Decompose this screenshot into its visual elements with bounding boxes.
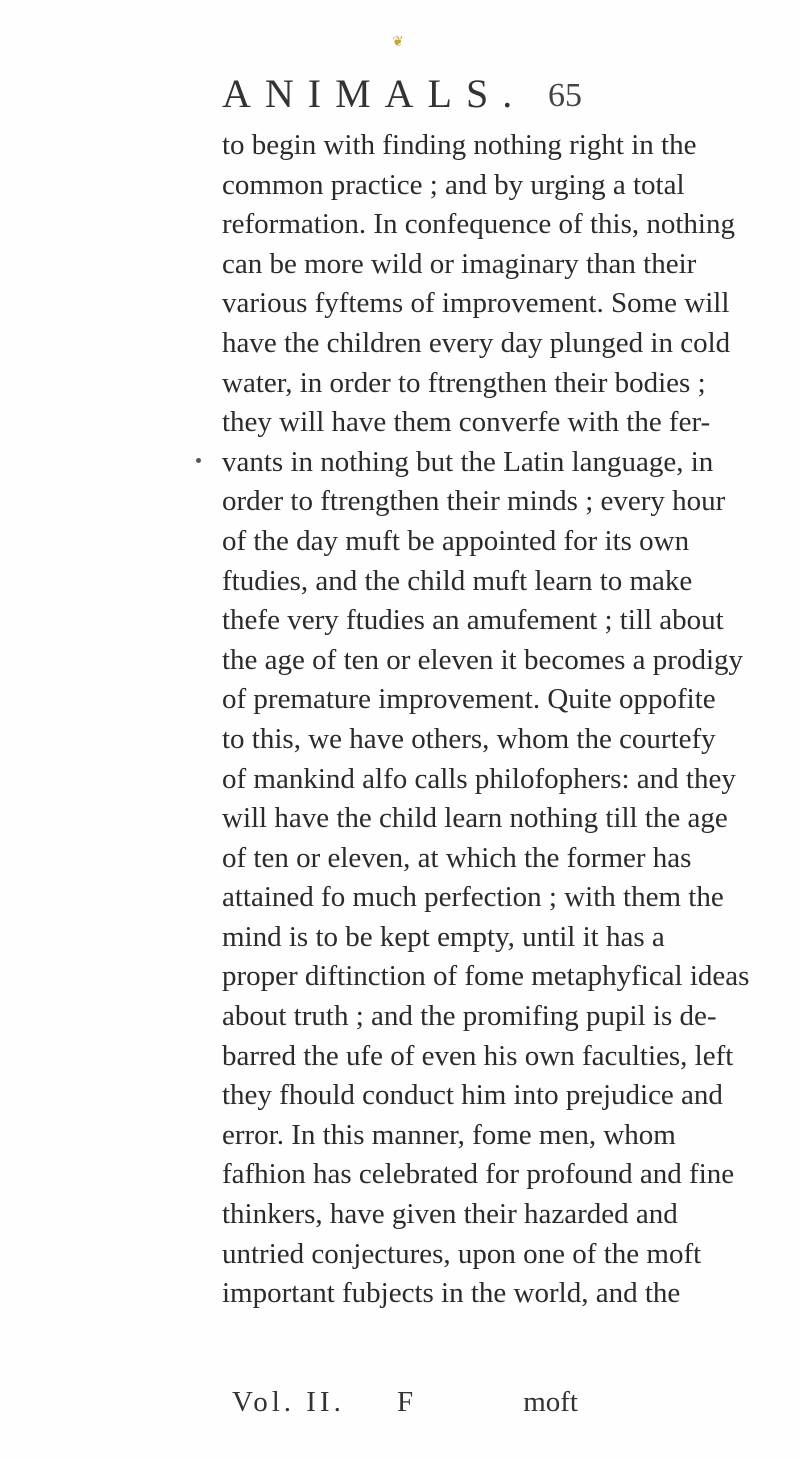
text-line: important fubjects in the world, and the [222,1277,681,1310]
catchword: moft [523,1386,578,1418]
text-line: will have the child learn nothing till the age [222,802,728,835]
volume-label: Vol. II. [232,1386,345,1418]
text-line: various fyftems of improvement. Some will [222,287,730,320]
page-number: 65 [548,77,582,114]
text-line: of ten or eleven, at which the former has [222,841,692,874]
text-line: the age of ten or eleven it becomes a prodigy [222,643,743,676]
text-line: they will have them converfe with the fer- [222,406,711,439]
text-line: vants in nothing but the Latin language, in [222,445,714,478]
text-line: attained fo much perfection ; with them the [222,881,724,914]
text-line: error. In this manner, fome men, whom [222,1118,676,1151]
text-line: fafhion has celebrated for profound and fine [222,1158,735,1191]
text-line: common practice ; and by urging a total [222,168,685,201]
text-line: proper diftinction of fome metaphyfical ideas [222,960,750,993]
text-line: untried conjectures, upon one of the moft [222,1237,702,1270]
text-line: to begin with finding nothing right in the [222,129,697,161]
text-line: have the children every day plunged in cold [222,326,731,359]
text-line: order to ftrengthen their minds ; every hour [222,485,726,518]
text-line: ftudies, and the child muft learn to make [222,564,693,597]
text-line: to this, we have others, whom the courtefy [222,722,716,755]
text-line: reformation. In confequence of this, nothing [222,208,735,241]
text-line: water, in order to ftrengthen their bodies ; [222,366,706,399]
page-footer [222,1382,582,1422]
ornament-mark: ❦ [392,34,404,50]
margin-dot [196,458,201,463]
text-line: mind is to be kept empty, until it has a [222,920,665,953]
text-line: thinkers, have given their hazarded and [222,1198,678,1231]
text-line: thefe very ftudies an amufement ; till about [222,604,724,637]
signature-mark: F [397,1386,414,1418]
text-line: can be more wild or imaginary than their [222,247,697,280]
text-line: of premature improvement. Quite oppofite [222,683,716,716]
body-text [222,126,750,1314]
text-line: of mankind alfo calls philofophers: and they [222,762,736,795]
running-title: ANIMALS. [222,71,527,116]
text-line: about truth ; and the promifing pupil is de- [222,1000,717,1033]
text-line: of the day muft be appointed for its own [222,524,690,557]
text-line: barred the ufe of even his own faculties, left [222,1039,734,1072]
running-head [222,70,582,118]
text-line: they fhould conduct him into prejudice and [222,1079,723,1112]
